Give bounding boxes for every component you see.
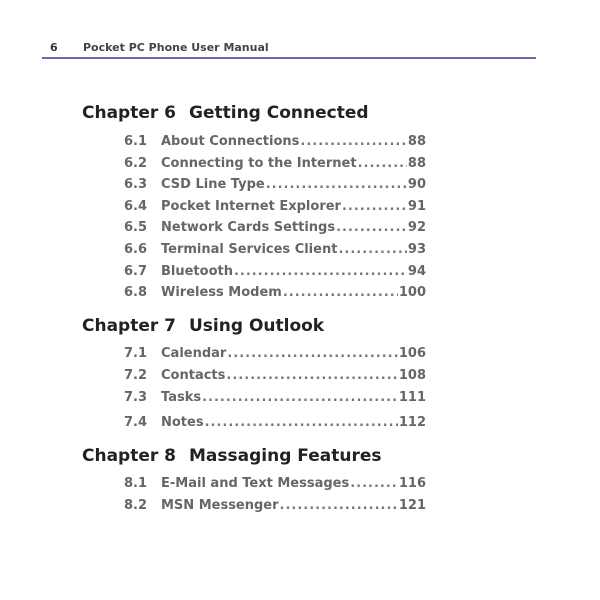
dot-leader <box>336 220 407 235</box>
header-rule <box>42 57 536 59</box>
toc-entry[interactable] <box>124 368 426 386</box>
section-title: Tasks <box>161 390 202 405</box>
section-title: About Connections <box>161 134 300 149</box>
dot-leader <box>202 390 398 405</box>
section-number: 6.7 <box>124 264 148 279</box>
section-page: 92 <box>407 220 426 235</box>
section-page: 91 <box>407 199 426 214</box>
section-page: 93 <box>407 242 426 257</box>
chapter-title: Massaging Features <box>189 446 382 466</box>
toc-entry[interactable] <box>124 199 426 217</box>
section-number: 8.1 <box>124 476 148 491</box>
page-header <box>42 40 536 58</box>
section-title: Connecting to the Internet <box>161 156 357 171</box>
section-number: 6.1 <box>124 134 148 149</box>
chapter-title: Getting Connected <box>189 103 369 123</box>
section-page: 94 <box>407 264 426 279</box>
chapter-heading <box>82 446 381 466</box>
chapter-number: Chapter 6 <box>82 103 177 123</box>
section-number: 6.5 <box>124 220 148 235</box>
dot-leader <box>266 177 407 192</box>
toc-entry[interactable] <box>124 415 426 433</box>
toc-entry[interactable] <box>124 264 426 282</box>
toc-entry[interactable] <box>124 285 426 303</box>
dot-leader <box>358 156 407 171</box>
chapter-number: Chapter 7 <box>82 316 177 336</box>
toc-entry[interactable] <box>124 390 426 408</box>
section-page: 111 <box>398 390 426 405</box>
toc-entry[interactable] <box>124 346 426 364</box>
section-number: 6.2 <box>124 156 148 171</box>
chapter-number: Chapter 8 <box>82 446 177 466</box>
section-title: CSD Line Type <box>161 177 265 192</box>
dot-leader <box>338 242 406 257</box>
dot-leader <box>283 285 398 300</box>
section-title: Terminal Services Client <box>161 242 338 257</box>
dot-leader <box>227 346 398 361</box>
dot-leader <box>342 199 407 214</box>
header-title: Pocket PC Phone User Manual <box>83 41 269 54</box>
section-number: 7.4 <box>124 415 148 430</box>
section-title: MSN Messenger <box>161 498 279 513</box>
page-number: 6 <box>50 41 58 54</box>
toc-entry[interactable] <box>124 134 426 152</box>
chapter-heading <box>82 103 369 123</box>
section-page: 121 <box>398 498 426 513</box>
section-page: 100 <box>398 285 426 300</box>
dot-leader <box>300 134 407 149</box>
toc-entry[interactable] <box>124 177 426 195</box>
chapter-heading <box>82 316 324 336</box>
section-number: 7.2 <box>124 368 148 383</box>
section-title: Contacts <box>161 368 226 383</box>
toc-entry[interactable] <box>124 476 426 494</box>
toc-entry[interactable] <box>124 220 426 238</box>
section-page: 88 <box>407 134 426 149</box>
section-title: E-Mail and Text Messages <box>161 476 350 491</box>
dot-leader <box>234 264 407 279</box>
section-page: 106 <box>398 346 426 361</box>
section-title: Calendar <box>161 346 227 361</box>
dot-leader <box>226 368 397 383</box>
section-title: Notes <box>161 415 204 430</box>
section-number: 7.1 <box>124 346 148 361</box>
section-page: 108 <box>398 368 426 383</box>
dot-leader <box>350 476 398 491</box>
toc-entry[interactable] <box>124 242 426 260</box>
section-page: 116 <box>398 476 426 491</box>
toc-entry[interactable] <box>124 156 426 174</box>
toc-entry[interactable] <box>124 498 426 516</box>
chapter-title: Using Outlook <box>189 316 325 336</box>
dot-leader <box>205 415 398 430</box>
section-number: 6.8 <box>124 285 148 300</box>
section-page: 112 <box>398 415 426 430</box>
section-title: Pocket Internet Explorer <box>161 199 341 214</box>
section-number: 6.3 <box>124 177 148 192</box>
section-title: Network Cards Settings <box>161 220 336 235</box>
section-title: Bluetooth <box>161 264 233 279</box>
section-number: 6.4 <box>124 199 148 214</box>
section-number: 6.6 <box>124 242 148 257</box>
section-number: 8.2 <box>124 498 148 513</box>
section-page: 90 <box>407 177 426 192</box>
section-title: Wireless Modem <box>161 285 282 300</box>
section-number: 7.3 <box>124 390 148 405</box>
dot-leader <box>280 498 398 513</box>
section-page: 88 <box>407 156 426 171</box>
